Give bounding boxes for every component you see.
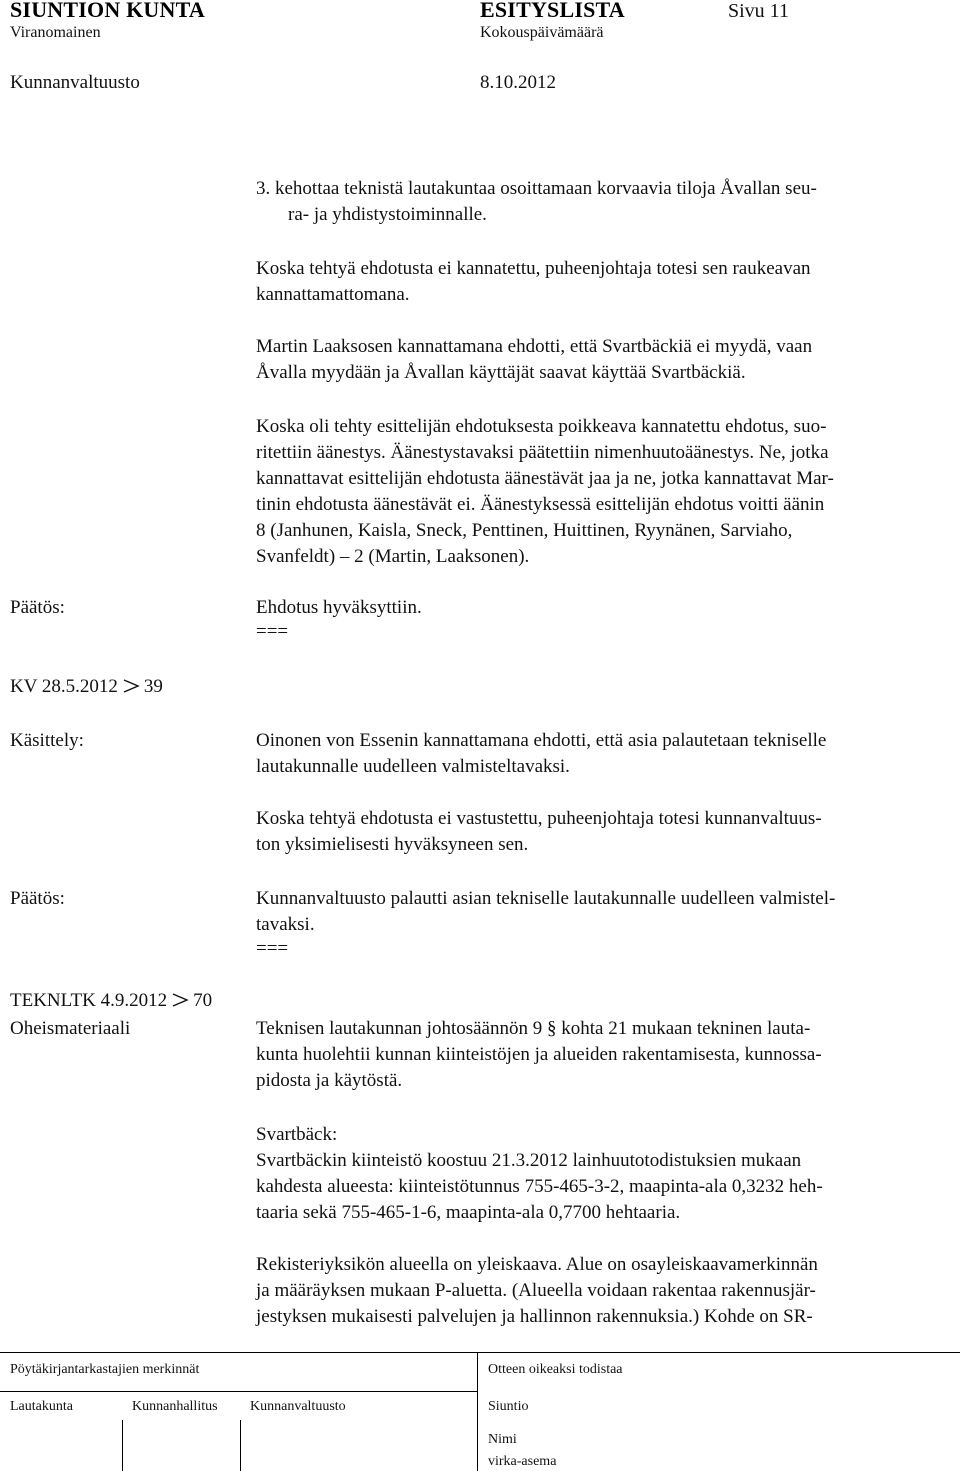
paragraph-vote: Koska oli tehty esittelijän ehdotuksesta poikkeava kannatettu ehdotus, suo- ritettiin äänestys. Äänestystavaksi päätettiin nimenhuutoäänestys. Ne, jotka kannattavat esittelijän ehdotusta äänestävät jaa ja ne, jotka kannattavat Mar- tinin ehdotusta äänestävät ei. Äänestyksessä esittelijän ehdotus voitti äänin 8 (Janhunen, Kaisla, Sneck, Penttinen, Huittinen, Ryynänen, Sarviaho, Svanfeldt) – 2 (Martin, Laaksonen).: [256, 416, 834, 567]
document-type: ESITYSLISTA: [480, 0, 625, 22]
footer-col-lautakunta: Lautakunta: [10, 1399, 73, 1414]
paragraph-svartback: Svartbäck: Svartbäckin kiinteistö koostuu 21.3.2012 lainhuutotodistuksien mukaan kahdesta alueesta: kiinteistötunnus 755-465-3-2, maapinta-ala 0,3232 heh- taaria sekä 755-465-1-6, maapinta-ala 0,7700 hehtaaria.: [256, 1124, 823, 1223]
footer-cell-divider: [122, 1420, 123, 1471]
footer-cell-divider: [240, 1420, 241, 1471]
paragraph-proposal-fell: Koska tehtyä ehdotusta ei kannatettu, puheenjohtaja totesi sen raukeavan kannattamattomana.: [256, 258, 811, 305]
section-sign-icon: [122, 675, 140, 689]
meeting-date: 8.10.2012: [480, 72, 556, 93]
authority-label: Viranomainen: [10, 24, 101, 41]
signature-footer: [0, 1352, 960, 1471]
footer-col-kunnanhallitus: Kunnanhallitus: [132, 1399, 218, 1414]
footer-divider: [477, 1352, 478, 1471]
reviewer-notes-label: Pöytäkirjantarkastajien merkinnät: [10, 1362, 200, 1377]
footer-name-label: Nimi: [488, 1432, 517, 1447]
section-sign-icon: [171, 989, 189, 1003]
decision-text-2: Kunnanvaltuusto palautti asian tekniselle lautakunnalle uudelleen valmistel- tavaksi. ===: [256, 888, 836, 959]
decision-item-3: 3. kehottaa teknistä lautakuntaa osoittamaan korvaavia tiloja Åvallan seu- ra- ja yhdistystoiminnalle.: [256, 178, 817, 225]
footer-col-kunnanvaltuusto: Kunnanvaltuusto: [250, 1399, 346, 1414]
authority-name: Kunnanvaltuusto: [10, 72, 140, 93]
teknltk-reference: TEKNLTK 4.9.2012 70: [10, 990, 213, 1011]
decision-text: Ehdotus hyväksyttiin. ===: [256, 597, 422, 642]
decision-label: Päätös:: [10, 597, 65, 618]
page-number: Sivu 11: [728, 0, 789, 22]
footer-title-label: virka-asema: [488, 1454, 557, 1469]
decision-label-2: Päätös:: [10, 888, 65, 909]
paragraph-martin-proposal: Martin Laaksosen kannattamana ehdotti, että Svartbäckiä ei myydä, vaan Åvalla myydään ja Åvallan käyttäjät saavat käyttää Svartbäckiä.: [256, 336, 813, 383]
attachment-label: Oheismateriaali: [10, 1018, 131, 1039]
certified-label: Otteen oikeaksi todistaa: [488, 1362, 623, 1377]
municipality-name: SIUNTION KUNTA: [10, 0, 205, 22]
meeting-date-label: Kokouspäivämäärä: [480, 24, 604, 41]
paragraph-teknisen: Teknisen lautakunnan johtosäännön 9 § kohta 21 mukaan tekninen lauta- kunta huolehtii kunnan kiinteistöjen ja alueiden rakentamisesta, kunnossa- pidosta ja käytöstä.: [256, 1018, 822, 1091]
paragraph-unanimous: Koska tehtyä ehdotusta ei vastustettu, puheenjohtaja totesi kunnanvaltuus- ton yksimielisesti hyväksyneen sen.: [256, 808, 822, 855]
handling-label: Käsittely:: [10, 730, 84, 751]
footer-top-rule: [0, 1352, 960, 1353]
paragraph-oinonen: Oinonen von Essenin kannattamana ehdotti, että asia palautetaan tekniselle lautakunnalle uudelleen valmisteltavaksi.: [256, 730, 827, 777]
kv-reference: KV 28.5.2012 39: [10, 676, 163, 697]
footer-place: Siuntio: [488, 1399, 529, 1414]
paragraph-rekisteri: Rekisteriyksikön alueella on yleiskaava. Alue on osayleiskaavamerkinnän ja määräyksen mukaan P-aluetta. (Alueella voidaan rakentaa rakennusjär- jestyksen mukaisesti palvelujen ja hallinnon rakennuksia.) Kohde on SR-: [256, 1254, 818, 1327]
footer-col-rule: [0, 1391, 477, 1392]
